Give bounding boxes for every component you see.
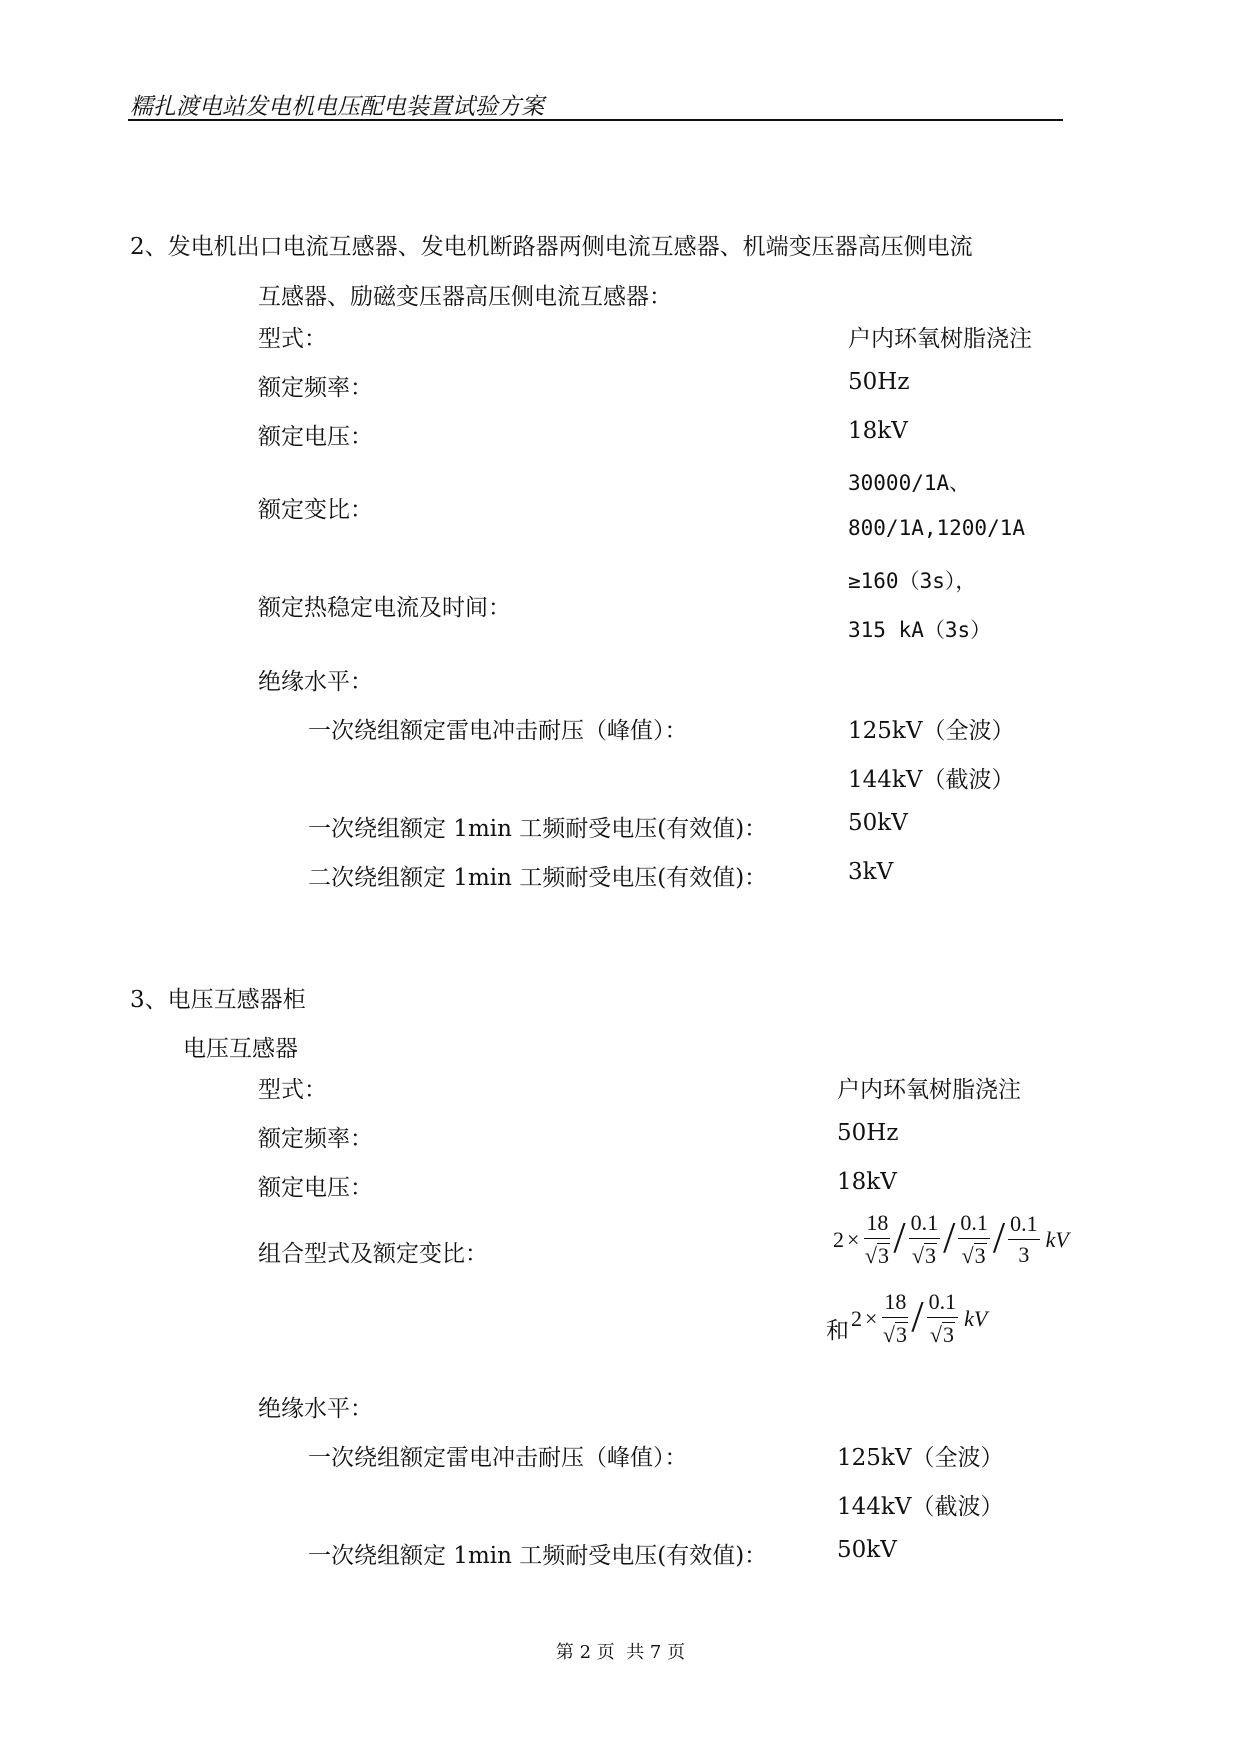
formula-numerator: 0.1 <box>927 1291 959 1318</box>
sqrt-symbol: √ <box>882 1322 895 1347</box>
formula-unit: kV <box>964 1305 988 1331</box>
formula-and: 和 <box>826 1318 849 1343</box>
formula-numerator: 18 <box>864 1212 890 1239</box>
sqrt-symbol: √ <box>961 1243 974 1268</box>
section3-lightning-label: 一次绕组额定雷电冲击耐压（峰值）： <box>308 1445 688 1471</box>
formula-numerator: 0.1 <box>1008 1213 1040 1240</box>
section3-lightning-chopped: 144kV（截波） <box>837 1494 1004 1520</box>
section2-secondary-pf-label: 二次绕组额定 1min 工频耐受电压(有效值)： <box>308 865 768 891</box>
section2-lightning-label: 一次绕组额定雷电冲击耐压（峰值）： <box>308 718 688 744</box>
formula-radicand: 3 <box>895 1322 907 1347</box>
section3-primary-pf-value: 50kV <box>837 1537 897 1563</box>
formula-slash: / <box>992 1213 1006 1262</box>
section2-heading-line2: 互感器、励磁变压器高压侧电流互感器： <box>258 284 672 310</box>
ratio-formula-2 <box>826 1291 987 1346</box>
formula-coef: 2 <box>851 1305 862 1331</box>
section2-insulation-label: 绝缘水平： <box>258 669 373 695</box>
section2-voltage-value: 18kV <box>848 418 908 444</box>
formula-denominator: 3 <box>1018 1242 1030 1267</box>
sqrt-symbol: √ <box>929 1322 942 1347</box>
sqrt-symbol: √ <box>911 1243 924 1268</box>
section2-ratio-value-2: 800/1A,1200/1A <box>848 516 1026 540</box>
section3-subheading: 电压互感器 <box>183 1036 298 1062</box>
section2-type-label: 型式： <box>258 326 327 352</box>
formula-fraction <box>1008 1213 1040 1266</box>
section3-type-label: 型式： <box>258 1077 327 1103</box>
sqrt-symbol: √ <box>864 1243 877 1268</box>
formula-radicand: 3 <box>942 1322 954 1347</box>
formula-denominator <box>865 1239 890 1267</box>
ratio-formula-1 <box>833 1212 1069 1267</box>
section3-voltage-value: 18kV <box>837 1169 897 1195</box>
formula-fraction <box>882 1291 908 1346</box>
section3-freq-value: 50Hz <box>837 1120 899 1146</box>
formula-slash: / <box>943 1213 956 1262</box>
page-number-footer: 第 2 页 共 7 页 <box>555 1642 686 1663</box>
section2-primary-pf-label: 一次绕组额定 1min 工频耐受电压(有效值)： <box>308 816 768 842</box>
formula-radicand: 3 <box>877 1243 889 1268</box>
formula-numerator: 0.1 <box>958 1212 990 1239</box>
section2-lightning-full: 125kV（全波） <box>848 718 1015 744</box>
section2-secondary-pf-value: 3kV <box>848 859 894 885</box>
formula-radicand: 3 <box>924 1243 936 1268</box>
formula-fraction <box>927 1291 959 1346</box>
formula-unit: kV <box>1045 1226 1069 1252</box>
section2-voltage-label: 额定电压： <box>258 424 373 450</box>
section2-freq-value: 50Hz <box>848 369 910 395</box>
section3-lightning-full: 125kV（全波） <box>837 1445 1004 1471</box>
formula-slash: / <box>911 1292 924 1341</box>
formula-denominator <box>912 1239 937 1267</box>
formula-numerator: 18 <box>882 1291 908 1318</box>
formula-denominator <box>962 1239 987 1267</box>
formula-radicand: 3 <box>974 1243 986 1268</box>
section2-lightning-chopped: 144kV（截波） <box>848 767 1015 793</box>
formula-fraction <box>958 1212 990 1267</box>
section3-voltage-label: 额定电压： <box>258 1175 373 1201</box>
section3-heading: 3、电压互感器柜 <box>130 987 306 1013</box>
formula-denominator <box>930 1318 955 1346</box>
formula-denominator <box>883 1318 908 1346</box>
section2-heading-line1: 2、发电机出口电流互感器、发电机断路器两侧电流互感器、机端变压器高压侧电流 <box>130 234 973 260</box>
section2-thermal-label: 额定热稳定电流及时间： <box>258 595 511 621</box>
section2-type-value: 户内环氧树脂浇注 <box>848 326 1032 352</box>
section3-insulation-label: 绝缘水平： <box>258 1396 373 1422</box>
section2-thermal-value-1: ≥160（3s）， <box>848 569 977 593</box>
document-header-title: 糯扎渡电站发电机电压配电装置试验方案 <box>130 94 544 120</box>
section2-freq-label: 额定频率： <box>258 375 373 401</box>
section2-ratio-label: 额定变比： <box>258 497 373 523</box>
section3-primary-pf-label: 一次绕组额定 1min 工频耐受电压(有效值)： <box>308 1543 768 1569</box>
formula-slash: / <box>893 1213 906 1262</box>
section3-freq-label: 额定频率： <box>258 1126 373 1152</box>
section2-thermal-value-2: 315 kA（3s） <box>848 618 992 642</box>
formula-times: × <box>847 1226 860 1252</box>
formula-fraction <box>909 1212 941 1267</box>
header-divider <box>128 119 1063 121</box>
formula-fraction <box>864 1212 890 1267</box>
formula-coef: 2 <box>833 1226 844 1252</box>
section3-ratio-label: 组合型式及额定变比： <box>258 1241 488 1267</box>
section3-type-value: 户内环氧树脂浇注 <box>837 1077 1021 1103</box>
section2-ratio-value-1: 30000/1A、 <box>848 471 971 495</box>
section2-primary-pf-value: 50kV <box>848 810 908 836</box>
formula-numerator: 0.1 <box>909 1212 941 1239</box>
formula-times: × <box>865 1305 878 1331</box>
